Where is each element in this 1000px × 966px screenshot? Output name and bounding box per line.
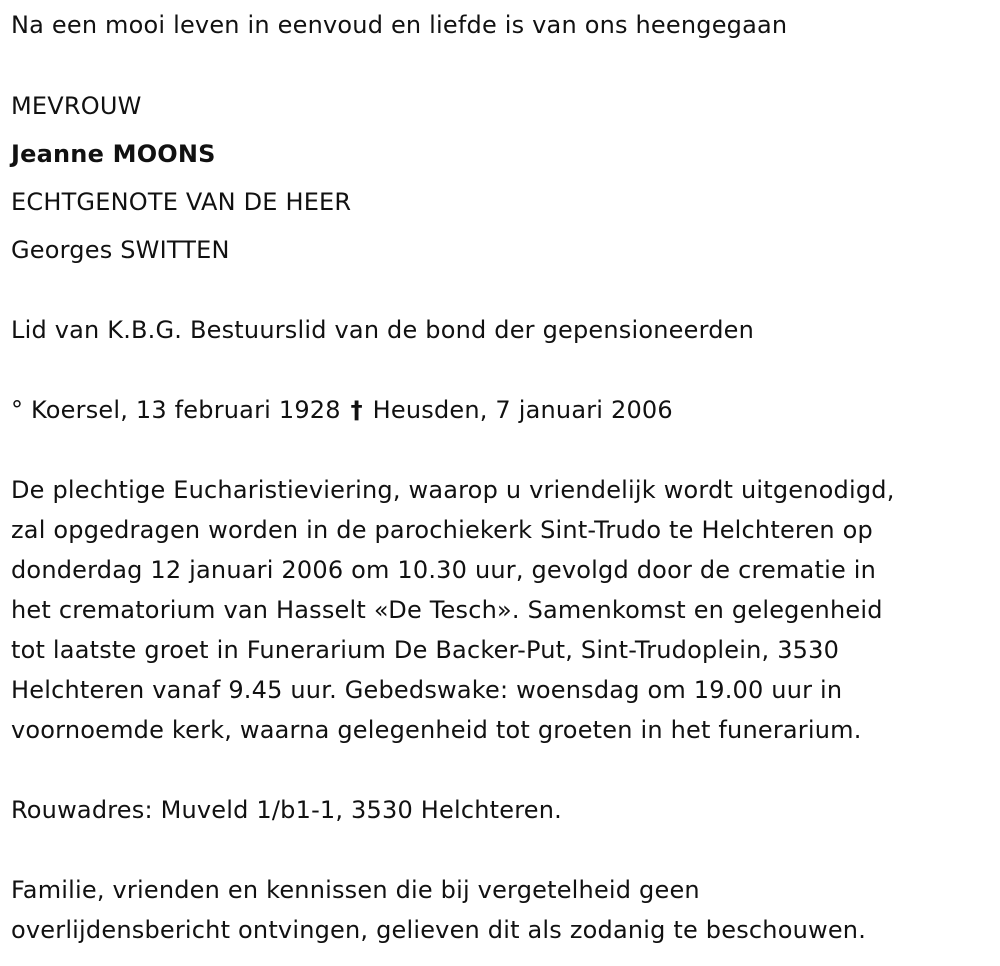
ceremony-line: donderdag 12 januari 2006 om 10.30 uur, gevolgd door de crematie in <box>11 556 877 584</box>
ceremony-line: tot laatste groet in Funerarium De Backer-Put, Sint-Trudoplein, 3530 <box>11 636 840 664</box>
cross-icon: † <box>350 396 363 424</box>
ceremony-line: het crematorium van Hasselt «De Tesch». Samenkomst en gelegenheid <box>11 596 883 624</box>
spouse-name: Georges SWITTEN <box>11 236 230 264</box>
mourning-address: Rouwadres: Muveld 1/b1-1, 3530 Helchteren. <box>11 796 562 824</box>
closing-line: Familie, vrienden en kennissen die bij vergetelheid geen <box>11 876 700 904</box>
ceremony-line: voornoemde kerk, waarna gelegenheid tot groeten in het funerarium. <box>11 716 862 744</box>
death-info: Heusden, 7 januari 2006 <box>372 396 673 424</box>
ceremony-paragraph <box>11 470 986 750</box>
honorific: MEVROUW <box>11 92 142 120</box>
relation-text: ECHTGENOTE VAN DE HEER <box>11 188 352 216</box>
intro-text: Na een mooi leven in eenvoud en liefde is van ons heengegaan <box>11 11 788 39</box>
ceremony-line: zal opgedragen worden in de parochiekerk Sint-Trudo te Helchteren op <box>11 516 873 544</box>
closing-paragraph <box>11 870 986 950</box>
ceremony-line: De plechtige Eucharistieviering, waarop u vriendelijk wordt uitgenodigd, <box>11 476 895 504</box>
birth-info: ° Koersel, 13 februari 1928 <box>11 396 341 424</box>
membership-text: Lid van K.B.G. Bestuurslid van de bond der gepensioneerden <box>11 316 755 344</box>
ceremony-line: Helchteren vanaf 9.45 uur. Gebedswake: woensdag om 19.00 uur in <box>11 676 843 704</box>
closing-line: overlijdensbericht ontvingen, gelieven dit als zodanig te beschouwen. <box>11 916 867 944</box>
deceased-name: Jeanne MOONS <box>11 140 216 168</box>
life-dates <box>11 390 673 430</box>
